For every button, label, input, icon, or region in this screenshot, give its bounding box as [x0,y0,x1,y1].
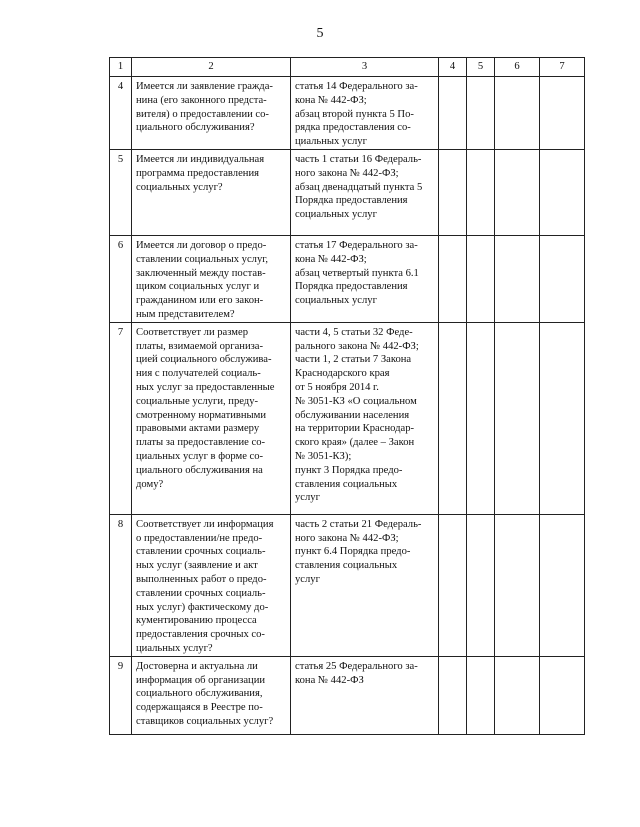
legal-basis-line: циальных услуг [295,136,367,148]
answer-cell [540,149,585,235]
legal-basis-cell [291,235,439,322]
question-line: смотренному нормативными [136,409,267,421]
question-line: заключенный между постав- [136,267,266,279]
question-line: ставщиков социальных услуг? [136,715,274,727]
legal-basis-line: абзац двенадцатый пункта 5 [295,181,423,193]
legal-basis-line: статья 25 Федерального за- [295,660,418,672]
legal-basis-line: часть 2 статьи 21 Федераль- [295,518,422,530]
answer-cell [467,322,495,514]
answer-cell [495,77,540,150]
table-row [110,656,585,734]
legal-basis-line: от 5 ноября 2014 г. [295,381,379,393]
legal-basis-line: Порядка предоставления [295,195,408,207]
question-line: ставлении срочных социаль- [136,587,266,599]
question-line: ным представителем? [136,308,235,320]
table-row [110,149,585,235]
answer-cell [467,235,495,322]
question-line: вителя) о предоставлении со- [136,108,269,120]
answer-cell [467,77,495,150]
question-line: правовыми актами размеру [136,423,260,435]
checklist-table [109,57,585,735]
legal-basis-cell [291,322,439,514]
header-cell: 4 [439,58,467,77]
answer-cell [495,514,540,656]
legal-basis-line: социальных услуг [295,295,377,307]
question-line: программа предоставления [136,167,259,179]
question-line: циального обслуживания? [136,122,255,134]
legal-basis-line: статья 14 Федерального за- [295,81,418,92]
table-row [110,322,585,514]
legal-basis-line: обслуживании населения [295,409,410,421]
answer-cell [495,149,540,235]
legal-basis-line: Порядка предоставления [295,281,408,293]
legal-basis-cell [291,77,439,150]
question-cell [132,77,291,150]
answer-cell [439,235,467,322]
answer-cell [439,322,467,514]
legal-basis-line: социальных услуг [295,209,377,221]
question-line: выполненных работ о предо- [136,573,267,585]
question-line: дому? [136,478,164,490]
legal-basis-line: услуг [295,492,320,504]
answer-cell [495,322,540,514]
legal-basis-line: ставления социальных [295,560,398,572]
table-row [110,235,585,322]
question-line: содержащаяся в Реестре по- [136,702,263,714]
answer-cell [439,149,467,235]
legal-basis-line: рального закона № 442-ФЗ; [295,340,419,352]
question-cell [132,656,291,734]
legal-basis-line: части 4, 5 статьи 32 Феде- [295,326,413,338]
row-number: 7 [110,322,132,514]
header-cell: 2 [132,58,291,77]
checklist-table-body [110,58,585,735]
legal-basis-line: кона № 442-ФЗ; [295,94,367,106]
legal-basis-line: часть 1 статьи 16 Федераль- [295,153,422,165]
legal-basis-line: части 1, 2 статьи 7 Закона [295,354,412,366]
page-number: 5 [316,26,324,41]
question-line: платы, взимаемой организа- [136,340,264,352]
answer-cell [540,235,585,322]
question-line: Имеется ли индивидуальная [136,153,265,165]
question-line: кументированию процесса [136,615,257,627]
row-number: 8 [110,514,132,656]
question-line: социального обслуживания, [136,688,263,700]
question-line: ных услуг (заявление и акт [136,560,258,572]
question-cell [132,235,291,322]
answer-cell [540,77,585,150]
table-row [110,77,585,150]
legal-basis-line: Краснодарского края [295,368,390,380]
question-line: нина (его законного предста- [136,94,267,106]
answer-cell [495,235,540,322]
legal-basis-line: пункт 6.4 Порядка предо- [295,546,411,558]
question-line: Достоверна и актуальна ли [136,660,258,672]
question-line: Соответствует ли информация [136,518,274,530]
row-number: 6 [110,235,132,322]
header-cell: 7 [540,58,585,77]
answer-cell [439,77,467,150]
answer-cell [467,149,495,235]
header-cell: 6 [495,58,540,77]
question-line: циального обслуживания на [136,464,263,476]
question-line: предоставления срочных со- [136,629,265,641]
legal-basis-cell [291,656,439,734]
legal-basis-line: рядка предоставления со- [295,122,411,134]
question-cell [132,149,291,235]
row-number: 5 [110,149,132,235]
header-cell: 5 [467,58,495,77]
question-line: ных услуг за предоставленные [136,381,275,393]
question-cell [132,514,291,656]
legal-basis-line: ного закона № 442-ФЗ; [295,532,399,544]
question-cell [132,322,291,514]
question-line: Соответствует ли размер [136,326,248,338]
answer-cell [495,656,540,734]
header-cell: 1 [110,58,132,77]
legal-basis-line: на территории Краснодар- [295,423,415,435]
legal-basis-line: № 3051-КЗ); [295,450,352,462]
legal-basis-cell [291,514,439,656]
question-line: гражданином или его закон- [136,295,264,307]
question-line: Имеется ли заявление гражда- [136,81,273,92]
question-line: циальных услуг? [136,642,213,654]
question-line: щиком социальных услуг и [136,281,260,293]
legal-basis-line: ного закона № 442-ФЗ; [295,167,399,179]
legal-basis-line: абзац второй пункта 5 По- [295,108,414,120]
question-line: ставлении срочных социаль- [136,546,266,558]
question-line: ния с получателей социаль- [136,368,261,380]
question-line: цией социального обслужива- [136,354,272,366]
row-number: 9 [110,656,132,734]
answer-cell [439,514,467,656]
legal-basis-line: пункт 3 Порядка предо- [295,464,403,476]
legal-basis-line: ского края» (далее – Закон [295,437,415,449]
question-line: циальных услуг в форме со- [136,450,264,462]
answer-cell [467,656,495,734]
question-line: Имеется ли договор о предо- [136,239,267,251]
table-row [110,514,585,656]
legal-basis-line: № 3051-КЗ «О социальном [295,395,417,407]
question-line: ставлении социальных услуг, [136,253,269,265]
answer-cell [439,656,467,734]
answer-cell [540,656,585,734]
answer-cell [540,514,585,656]
answer-cell [467,514,495,656]
table-header-row [110,58,585,77]
legal-basis-line: статья 17 Федерального за- [295,239,418,251]
legal-basis-line: услуг [295,573,320,585]
legal-basis-line: кона № 442-ФЗ; [295,253,367,265]
question-line: ных услуг) фактическому до- [136,601,269,613]
question-line: платы за предоставление со- [136,437,266,449]
question-line: социальные услуги, преду- [136,395,259,407]
question-line: информация об организации [136,674,266,686]
header-cell: 3 [291,58,439,77]
legal-basis-line: ставления социальных [295,478,398,490]
legal-basis-line: абзац четвертый пункта 6.1 [295,267,419,279]
row-number: 4 [110,77,132,150]
question-line: социальных услуг? [136,181,223,193]
legal-basis-cell [291,149,439,235]
answer-cell [540,322,585,514]
question-line: о предоставлении/не предо- [136,532,263,544]
legal-basis-line: кона № 442-ФЗ [295,674,364,686]
